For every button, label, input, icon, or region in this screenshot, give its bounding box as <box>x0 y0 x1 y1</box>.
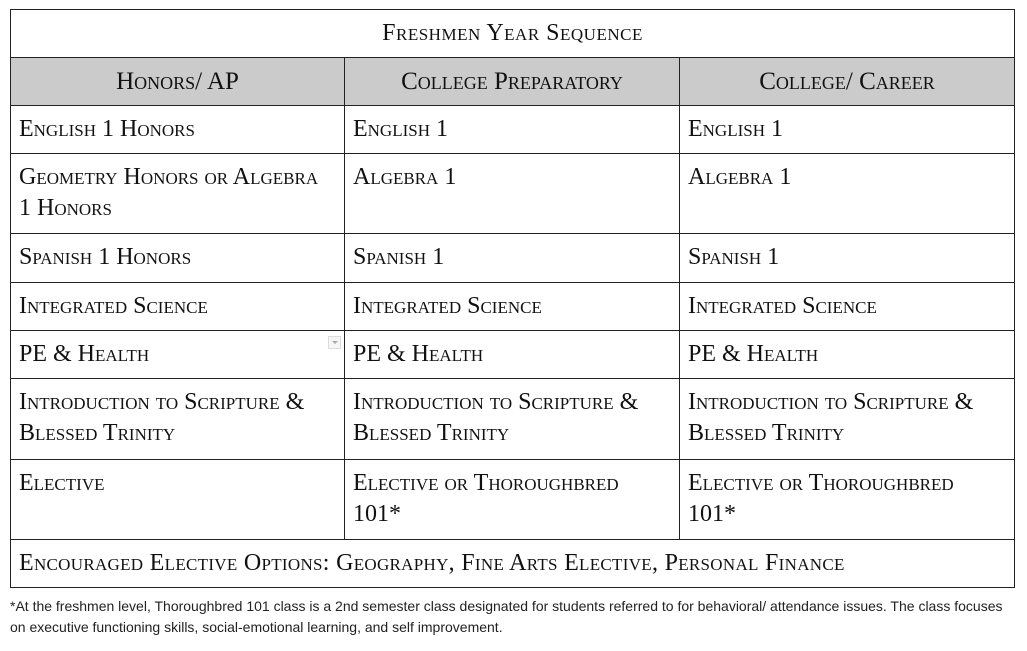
table-row <box>11 106 1015 154</box>
table-cell: Algebra 1 <box>680 154 1015 234</box>
elective-options: Encouraged Elective Options: Geography, Fine Arts Elective, Personal Finance <box>11 540 1015 588</box>
table-cell <box>11 331 345 379</box>
table-cell: PE & Health <box>345 331 680 379</box>
table-cell: Introduction to Scripture & Blessed Trinity <box>11 379 345 460</box>
table-cell: Elective or Thoroughbred 101* <box>345 460 680 540</box>
table-row <box>11 154 1015 234</box>
header-college-prep: College Preparatory <box>345 58 680 106</box>
table-row <box>11 331 1015 379</box>
cell-text: PE & Health <box>19 341 150 367</box>
table-cell: Spanish 1 Honors <box>11 234 345 283</box>
table-row <box>11 234 1015 283</box>
elective-options-row <box>11 540 1015 588</box>
header-honors-ap: Honors/ AP <box>11 58 345 106</box>
table-row <box>11 460 1015 540</box>
table-cell: Integrated Science <box>345 283 680 331</box>
table-cell: Spanish 1 <box>680 234 1015 283</box>
table-cell: Integrated Science <box>680 283 1015 331</box>
title-row <box>11 10 1015 58</box>
table-cell: Introduction to Scripture & Blessed Trinity <box>345 379 680 460</box>
table-cell: Elective <box>11 460 345 540</box>
table-row <box>11 379 1015 460</box>
table-title: Freshmen Year Sequence <box>11 10 1015 58</box>
table-cell: Integrated Science <box>11 283 345 331</box>
header-college-career: College/ Career <box>680 58 1015 106</box>
table-cell: English 1 <box>680 106 1015 154</box>
chevron-down-icon[interactable] <box>328 336 341 349</box>
table-cell: Algebra 1 <box>345 154 680 234</box>
freshmen-sequence-table <box>10 9 1015 588</box>
table-cell: English 1 <box>345 106 680 154</box>
table-cell: Introduction to Scripture & Blessed Trinity <box>680 379 1015 460</box>
table-cell: PE & Health <box>680 331 1015 379</box>
table-cell: Geometry Honors or Algebra 1 Honors <box>11 154 345 234</box>
table-cell: Elective or Thoroughbred 101* <box>680 460 1015 540</box>
table-cell: Spanish 1 <box>345 234 680 283</box>
header-row <box>11 58 1015 106</box>
table-row <box>11 283 1015 331</box>
table-cell: English 1 Honors <box>11 106 345 154</box>
footnote: *At the freshmen level, Thoroughbred 101 class is a 2nd semester class designated for students referred to for behavioral/ attendance issues. The class focuses on executive functioning skills, social-emotional learning, and self improvement. <box>10 598 1003 635</box>
